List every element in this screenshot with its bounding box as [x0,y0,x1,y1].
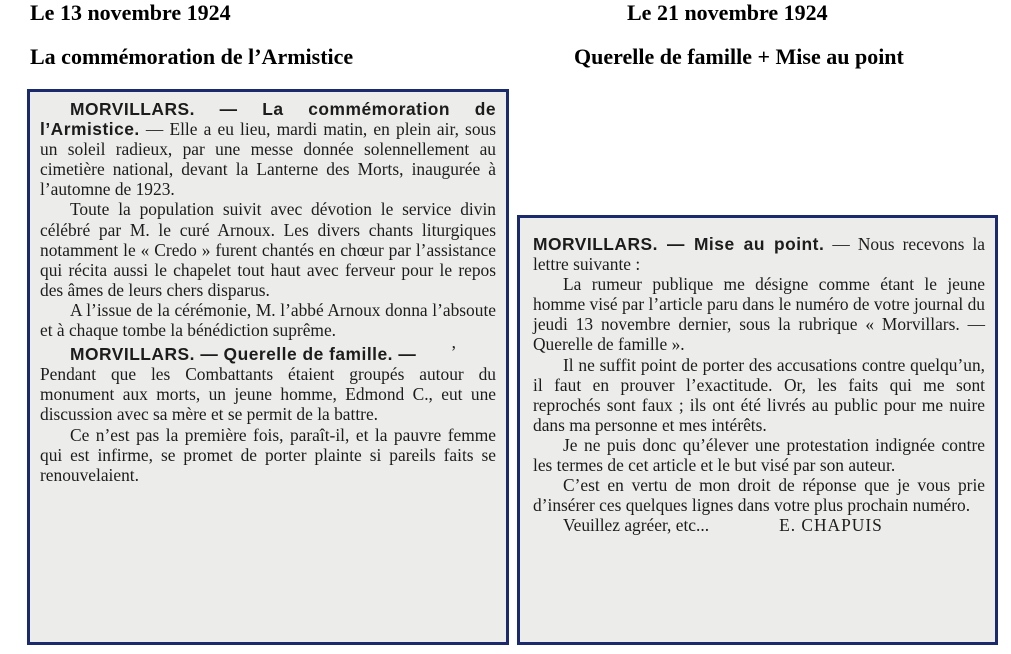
article-mise-au-point-p2: La rumeur publique me désigne comme étant le jeune homme visé par l’article paru dans le numéro de votre journal du jeudi 13 novembre dernier, sous la rubrique « Morvillars. — Querelle de famille ». [533,274,985,355]
article-armistice-p2: Toute la population suivit avec dévotion le service divin célébré par M. le curé Arnoux. Les divers chants liturgiques notamment le « Credo » furent chantés en chœur par l’assistance qui récita aussi le chapelet tout haut avec ferveur pour le repos des âmes de leurs chers disparus. [40,199,496,300]
separator-mark: , [451,332,456,353]
article-mise-au-point [533,234,985,274]
letter-closing-line [533,515,985,535]
article-heading-querelle: MORVILLARS. — Querelle de famille. — [70,344,417,365]
newspaper-clipping-mise-au-point [517,215,998,645]
letter-signature: E. CHAPUIS [779,515,883,536]
article-mise-au-point-p1: — Nous recevons la lettre suivante : [533,234,985,275]
article-armistice-p1: — Elle a eu lieu, mardi matin, en plein air, sous un soleil radieux, par une messe donnée solennellement au cimetière national, devant la Lanterne des Morts, inaugurée à l’automne de 1923. [40,119,496,200]
article-mise-au-point-p4: Je ne puis donc qu’élever une protestation indignée contre les termes de cet article et le but visé par son auteur. [533,434,985,476]
article-querelle-p2: Ce n’est pas la première fois, paraît-il, et la pauvre femme qui est infirme, se promet de porter plainte si pareils faits se renouvelaient. [40,424,496,485]
article-armistice-p3: A l’issue de la cérémonie, M. l’abbé Arnoux donna l’absoute et à chaque tombe la bénédiction suprême. [40,299,496,341]
article-querelle-p1: Pendant que les Combattants étaient groupés autour du monument aux morts, un jeune homme, Edmond C., eut une discussion avec sa mère et se permit de la battre. [40,364,496,425]
article-querelle [40,344,496,364]
article-heading-armistice: MORVILLARS. — La commémoration de l’Armistice. [40,99,496,140]
left-date: Le 13 novembre 1924 [30,0,231,25]
left-subtitle: La commémoration de l’Armistice [30,44,354,69]
article-heading-mise-au-point: MORVILLARS. — Mise au point. [533,234,825,254]
article-mise-au-point-p3: Il ne suffit point de porter des accusations contre quelqu’un, il faut en prouver l’exactitude. Or, les faits qui me sont reprochés sont faux ; ils ont été livrés au public pour me nuire dans ma personne et mes intérêts. [533,354,985,435]
right-subtitle: Querelle de famille + Mise au point [574,44,904,69]
right-date: Le 21 novembre 1924 [627,0,828,25]
article-mise-au-point-p5: C’est en vertu de mon droit de réponse que je vous prie d’insérer ces quelques lignes dans votre plus prochain numéro. [533,475,985,516]
newspaper-clipping-armistice [27,89,509,645]
letter-closing: Veuillez agréer, etc... [563,515,710,536]
article-armistice [40,99,496,199]
